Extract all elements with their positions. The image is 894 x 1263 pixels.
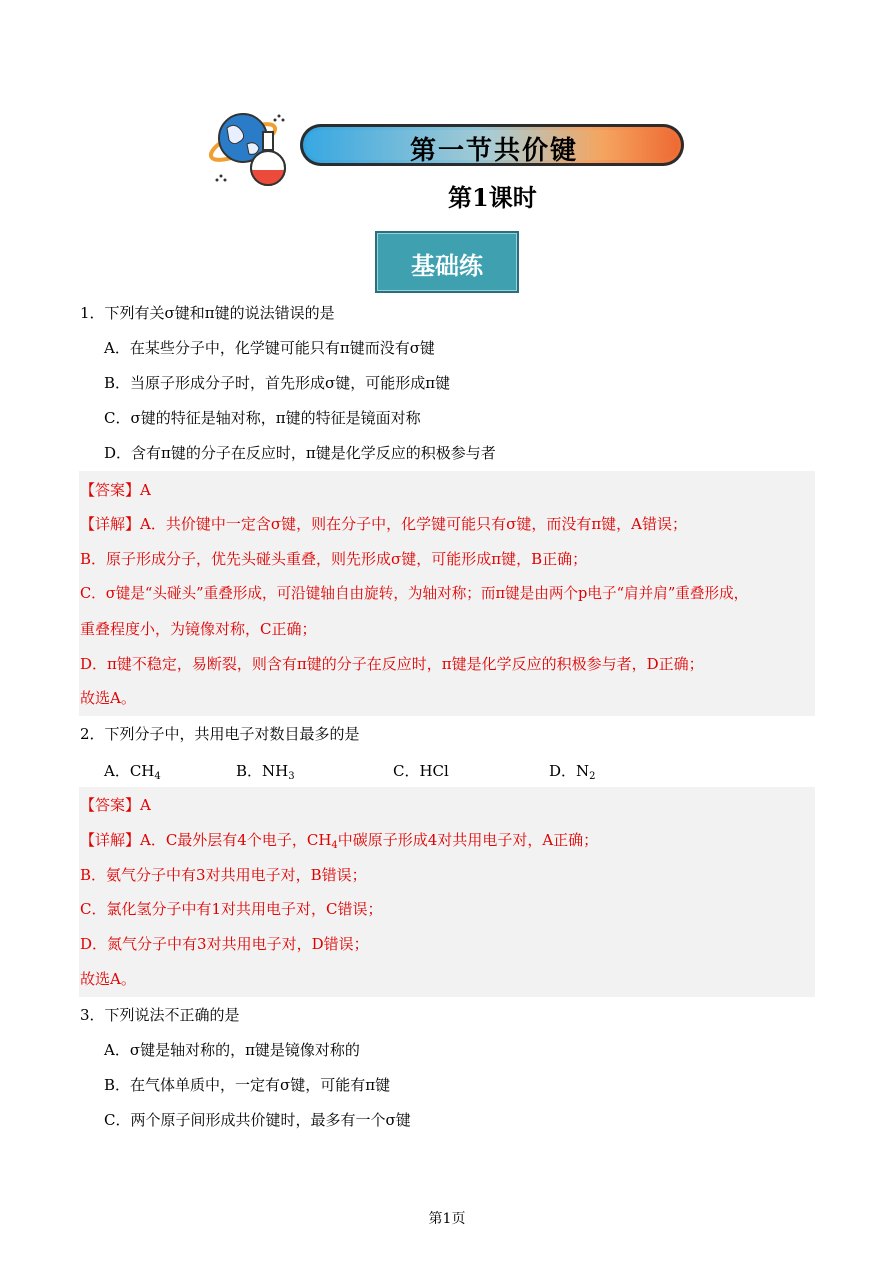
question-3-option-a: A．σ键是轴对称的，π键是镜像对称的 bbox=[104, 1041, 360, 1059]
question-2-option-d: D．$N_2$ bbox=[549, 762, 596, 782]
question-1-option-a: A．在某些分子中，化学键可能只有π键而没有σ键 bbox=[104, 339, 435, 357]
header-illustration bbox=[205, 106, 300, 191]
question-2-explain-line: B．氨气分子中有3对共用电子对，B错误； bbox=[80, 866, 367, 884]
answer-box-2 bbox=[79, 787, 815, 997]
question-2-answer: 【答案】A bbox=[80, 796, 151, 814]
section-badge-label: 基础练 bbox=[411, 251, 483, 280]
question-3-option-c: C．两个原子间形成共价键时，最多有一个σ键 bbox=[104, 1111, 411, 1129]
question-2-explain-line: 故选A。 bbox=[80, 970, 136, 988]
question-1-answer: 【答案】A bbox=[80, 481, 151, 499]
question-1-option-b: B．当原子形成分子时，首先形成σ键，可能形成π键 bbox=[104, 374, 451, 392]
question-2-explain-line: D．氮气分子中有3对共用电子对，D错误； bbox=[80, 935, 369, 953]
question-1-explain-line: C．σ键是“头碰头”重叠形成，可沿键轴自由旋转，为轴对称；而π键是由两个p电子“肩并肩”重叠形成， bbox=[80, 585, 749, 602]
question-3-stem: 3．下列说法不正确的是 bbox=[80, 1006, 240, 1024]
question-1-explain-line: 【详解】A．共价键中一定含σ键，则在分子中，化学键可能只有σ键，而没有π键，A错误； bbox=[80, 515, 688, 533]
page-title: 第一节共价键 bbox=[410, 136, 579, 166]
question-2-explain-line: 【详解】A．C最外层有4个电子，$CH_4$中碳原子形成4对共用电子对，A正确； bbox=[80, 831, 599, 851]
question-1-option-c: C．σ键的特征是轴对称，π键的特征是镜面对称 bbox=[104, 409, 421, 427]
question-3-option-b: B．在气体单质中，一定有σ键，可能有π键 bbox=[104, 1076, 391, 1094]
question-2-stem: 2．下列分子中，共用电子对数目最多的是 bbox=[80, 725, 360, 743]
question-1-explain-line: 故选A。 bbox=[80, 689, 136, 707]
question-2-option-a: A．$CH_4$ bbox=[104, 762, 161, 782]
question-2-option-c: C．HCl bbox=[393, 762, 449, 780]
question-1-option-d: D．含有π键的分子在反应时，π键是化学反应的积极参与者 bbox=[104, 444, 496, 462]
question-1-explain-line: B．原子形成分子，优先头碰头重叠，则先形成σ键，可能形成π键，B正确； bbox=[80, 550, 588, 568]
question-1-explain-line: D．π键不稳定，易断裂，则含有π键的分子在反应时，π键是化学反应的积极参与者，D正确； bbox=[80, 655, 704, 673]
question-2-option-b: B．$NH_3$ bbox=[236, 762, 295, 782]
question-1-stem: 1．下列有关σ键和π键的说法错误的是 bbox=[80, 304, 335, 322]
page-number: 第1页 bbox=[428, 1211, 466, 1227]
question-2-explain-line: C．氯化氢分子中有1对共用电子对，C错误； bbox=[80, 900, 383, 918]
section-badge bbox=[375, 231, 519, 293]
question-1-explain-line: 重叠程度小，为镜像对称，C正确； bbox=[80, 620, 317, 638]
page-subtitle: 第1课时 bbox=[448, 183, 537, 212]
